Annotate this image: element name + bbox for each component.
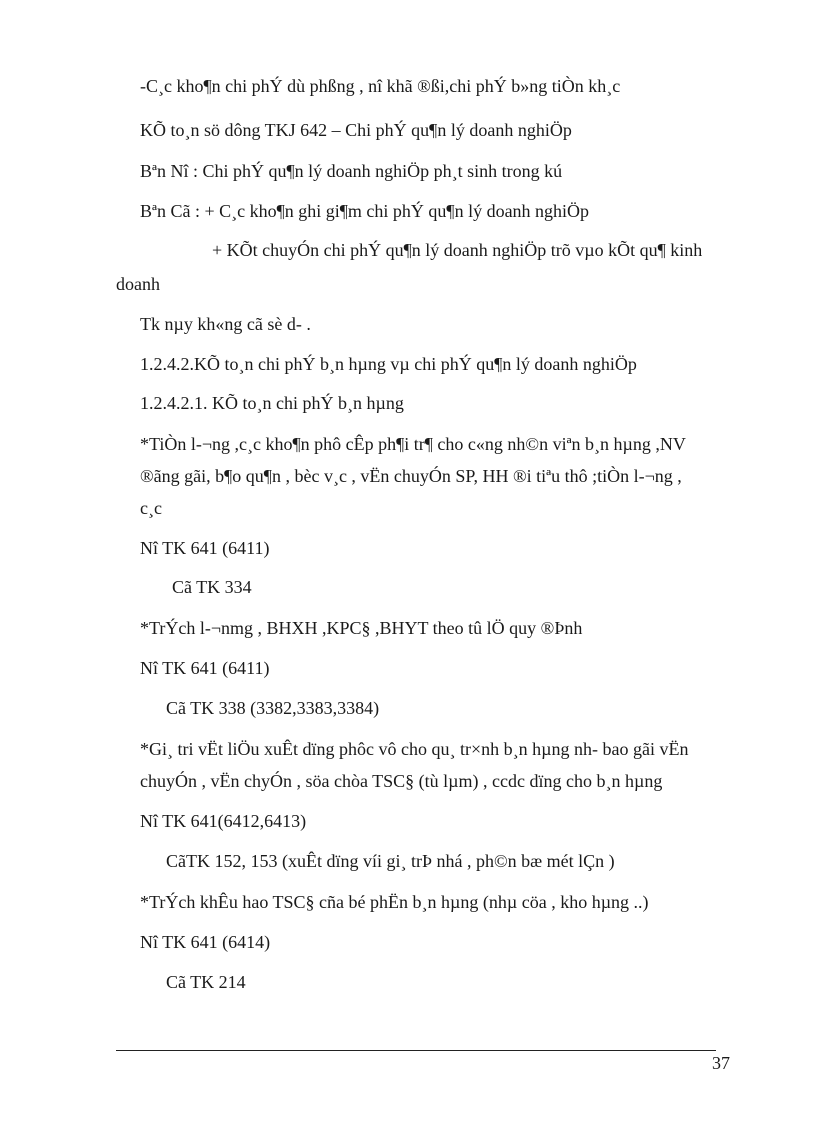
text-line: Cã TK 338 (3382,3383,3384)	[166, 698, 380, 718]
text-line: Nî TK 641(6412,6413)	[140, 811, 307, 831]
text-line: *TrÝch l-¬nmg , BHXH ,KPC§ ,BHYT theo tû lÖ quy ®Þnh	[140, 618, 583, 638]
text-line: Bªn Cã : + C¸c kho¶n ghi gi¶m chi phÝ qu¶n lý doanh nghiÖp	[140, 201, 590, 221]
text-line: KÕ to¸n sö dông TKJ 642 – Chi phÝ qu¶n lý doanh nghiÖp	[140, 120, 572, 140]
section-heading: 1.2.4.2.KÕ to¸n chi phÝ b¸n hµng vµ chi phÝ qu¶n lý doanh nghiÖp	[140, 354, 637, 374]
page-number: 37	[712, 1053, 730, 1073]
text-line: Nî TK 641 (6414)	[140, 932, 271, 952]
text-line: Cã TK 214	[166, 972, 246, 992]
text-line: Nî TK 641 (6411)	[140, 538, 270, 558]
section-heading: 1.2.4.2.1. KÕ to¸n chi phÝ b¸n hµng	[140, 393, 404, 413]
text-line: ®ãng gãi, b¶o qu¶n , bèc v¸c , vËn chuyÓn SP, HH ®i tiªu thô ;tiÒn l-¬ng ,	[140, 466, 682, 486]
text-line: doanh	[116, 274, 160, 294]
text-line: *TiÒn l-¬ng ,c¸c kho¶n phô cÊp ph¶i tr¶ cho c«ng nh©n viªn b¸n hµng ,NV	[140, 434, 686, 454]
text-line: Nî TK 641 (6411)	[140, 658, 270, 678]
text-line: *Gi¸ tri vËt liÖu xuÊt dïng phôc vô cho qu¸ tr×nh b¸n hµng nh- bao gãi vËn	[140, 739, 689, 759]
text-line: *TrÝch khÊu hao TSC§ cña bé phËn b¸n hµng (nhµ cöa , kho hµng ..)	[140, 892, 649, 912]
text-line: Bªn Nî : Chi phÝ qu¶n lý doanh nghiÖp ph¸t sinh trong kú	[140, 161, 563, 181]
text-line: + KÕt chuyÓn chi phÝ qu¶n lý doanh nghiÖp trõ vµo kÕt qu¶ kinh	[212, 240, 703, 260]
text-line: Cã TK 334	[172, 577, 252, 597]
footer-divider	[116, 1050, 716, 1051]
text-line: c¸c	[140, 498, 162, 518]
text-line: Tk nµy kh«ng cã sè d- .	[140, 314, 311, 334]
text-line: -C¸c kho¶n chi phÝ dù phßng , nî khã ®ßi,chi phÝ b»ng tiÒn kh¸c	[140, 76, 621, 96]
text-line: chuyÓn , vËn chyÓn , söa chòa TSC§ (tù lµm) , ccdc dïng cho b¸n hµng	[140, 771, 663, 791]
text-line: CãTK 152, 153 (xuÊt dïng víi gi¸ trÞ nhá , ph©n bæ mét lÇn )	[166, 851, 615, 871]
